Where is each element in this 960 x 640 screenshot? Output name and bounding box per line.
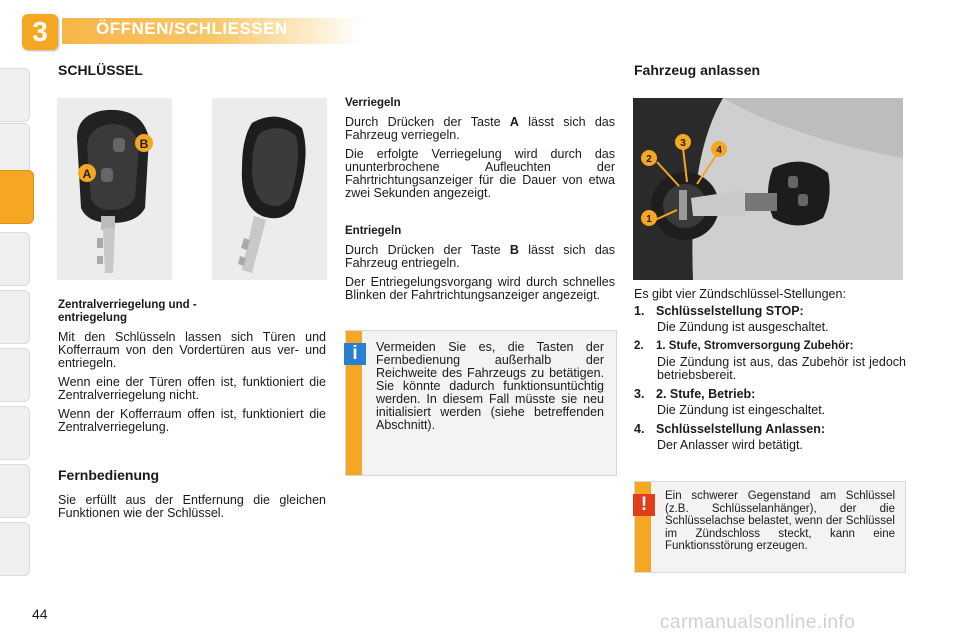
central-locking-section — [58, 299, 326, 440]
warning-icon: ! — [633, 494, 655, 516]
ignition-illustration — [633, 98, 903, 280]
key-back-illustration — [212, 98, 327, 280]
ignition-photo — [633, 98, 903, 280]
chapter-number-badge: 3 — [22, 14, 58, 50]
lock-section — [345, 97, 615, 206]
ignition-position-item: 3. 2. Stufe, Betrieb: Die Zündung ist eingeschaltet. — [634, 387, 826, 417]
ignition-position-item: 4. Schlüsselstellung Anlassen: Der Anlasser wird betätigt. — [634, 422, 826, 452]
central-locking-p1: Mit den Schlüsseln lassen sich Türen und Kofferraum von den Vordertüren aus ver- und entriegeln. — [58, 330, 326, 370]
info-text: Vermeiden Sie es, die Tasten der Fernbedienung außerhalb der Reichweite des Fahrzeugs zu betätigen. Sie könnte dadurch funktionsuntüchtig werden. In diesem Fall müsste sie neu initialisiert werden (siehe betreffenden Abschnitt). — [376, 340, 604, 432]
info-icon: i — [344, 343, 366, 365]
side-tab-8[interactable] — [0, 464, 30, 518]
lock-p1: Durch Drücken der Taste A lässt sich das Fahrzeug verriegeln. — [345, 115, 615, 142]
ignition-label-1: 1 — [646, 214, 652, 225]
lock-title: Verriegeln — [345, 97, 401, 109]
ignition-intro: Es gibt vier Zündschlüssel-Stellungen: — [634, 287, 846, 301]
central-locking-p2: Wenn eine der Türen offen ist, funktioniert die Zentralverriegelung nicht. — [58, 375, 326, 402]
unlock-p1: Durch Drücken der Taste B lässt sich das Fahrzeug entriegeln. — [345, 243, 615, 270]
warning-box — [634, 481, 906, 573]
key-photo-back — [212, 98, 327, 280]
side-tab-6[interactable] — [0, 348, 30, 402]
unlock-title: Entriegeln — [345, 225, 402, 237]
side-tab-3-active[interactable] — [0, 170, 34, 224]
side-tab-4[interactable] — [0, 232, 30, 286]
keys-heading: SCHLÜSSEL — [58, 62, 143, 78]
watermark-url: carmanualsonline.info — [660, 612, 856, 633]
side-tab-1[interactable] — [0, 68, 30, 122]
side-tab-5[interactable] — [0, 290, 30, 344]
lock-p2: Die erfolgte Verriegelung wird durch das ununterbrochene Aufleuchten der Fahrtrichtungsanzeiger für die Dauer von etwa zwei Sekunden angezeigt. — [345, 147, 615, 200]
key-label-a: A — [82, 167, 92, 181]
ignition-label-2: 2 — [646, 154, 652, 165]
side-tab-7[interactable] — [0, 406, 30, 460]
central-locking-p3: Wenn der Kofferraum offen ist, funktioniert die Zentralverriegelung. — [58, 407, 326, 434]
key-label-b: B — [139, 137, 149, 151]
ignition-position-item: 1. Schlüsselstellung STOP: Die Zündung ist ausgeschaltet. — [634, 304, 829, 334]
ignition-positions — [634, 288, 906, 458]
ignition-position-item: 2. 1. Stufe, Stromversorgung Zubehör: Die Zündung ist aus, das Zubehör ist jedoch betriebsbereit. — [634, 340, 906, 382]
page-title: ÖFFNEN/SCHLIESSEN — [96, 19, 288, 38]
key-photo-front — [57, 98, 172, 280]
ignition-label-4: 4 — [716, 145, 722, 156]
ignition-label-3: 3 — [680, 138, 686, 149]
key-front-illustration — [57, 98, 172, 280]
warning-text: Ein schwerer Gegenstand am Schlüssel (z.B. Schlüsselanhänger), der die Schlüsselachse belastet, wenn der Schlüssel im Zündschloss steckt, kann eine Funktionsstörung erzeugen. — [665, 490, 895, 552]
remote-heading: Fernbedienung — [58, 467, 160, 483]
side-tab-2[interactable] — [0, 123, 30, 177]
remote-text: Sie erfüllt aus der Entfernung die gleichen Funktionen wie der Schlüssel. — [58, 493, 326, 520]
side-tab-9[interactable] — [0, 522, 30, 576]
central-locking-title: Zentralverriegelung und -entriegelung — [58, 299, 197, 324]
start-vehicle-heading: Fahrzeug anlassen — [634, 62, 761, 78]
unlock-section — [345, 225, 615, 308]
info-box — [345, 330, 617, 476]
unlock-p2: Der Entriegelungsvorgang wird durch schnelles Blinken der Fahrtrichtungsanzeiger angezeigt. — [345, 275, 615, 302]
page-number: 44 — [32, 606, 48, 622]
